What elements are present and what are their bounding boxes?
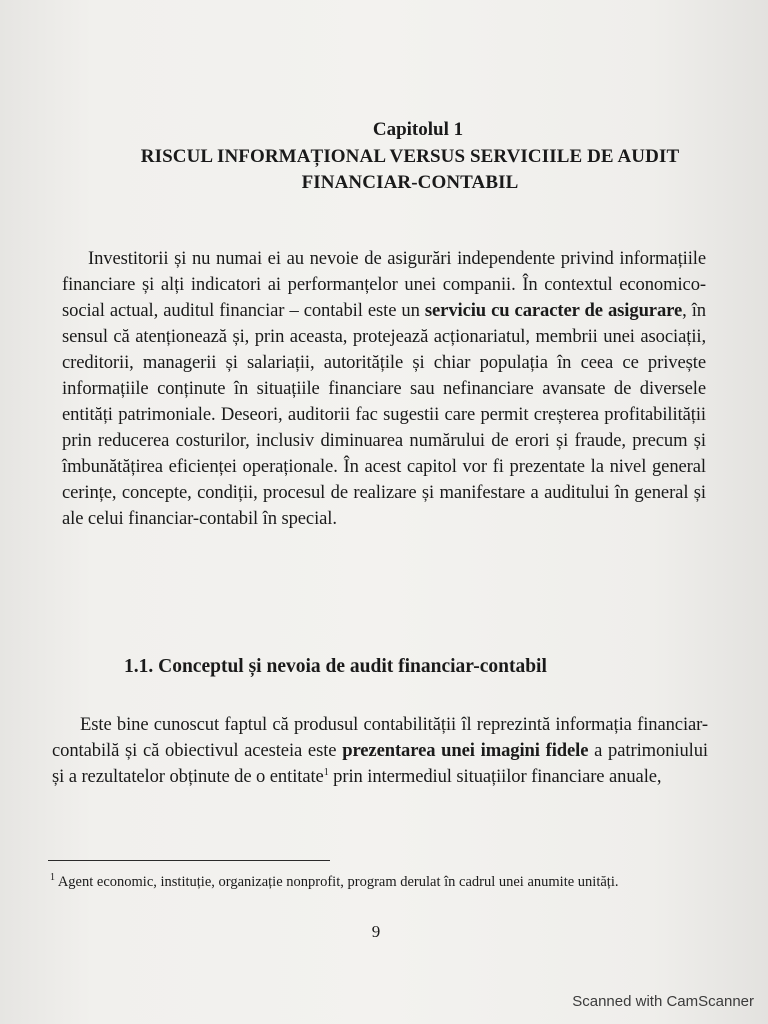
section-bold-term: prezentarea unei imagini fidele xyxy=(342,740,589,761)
page-number: 9 xyxy=(371,922,381,941)
section-text-3: prin intermediul situațiilor financiare anuale, xyxy=(328,766,662,787)
intro-bold-term: serviciu cu caracter de asigurare xyxy=(424,300,683,321)
scanner-watermark: Scanned with CamScanner xyxy=(572,993,754,1010)
footnote-reference: 1 xyxy=(323,766,329,778)
footnote xyxy=(50,872,710,892)
intro-paragraph xyxy=(62,246,706,532)
intro-text-1: Investitorii și nu numai ei au nevoie de asigurări independente privind informațiile financiare și alți indicatori ai performanțelor unei companii. În contextul economico-social actual, auditul financiar – contabil este un xyxy=(62,248,706,321)
footnote-text: Agent economic, instituție, organizație nonprofit, program derulat în cadrul unei anumite unități. xyxy=(55,874,619,890)
footnote-divider xyxy=(48,860,330,861)
chapter-label: Capitolul 1 xyxy=(372,119,464,140)
section-text-2: a patrimoniului și a rezultatelor obținute de o entitate xyxy=(52,740,708,787)
intro-text-2: , în sensul că atenționează și, prin aceasta, protejează acționariatul, membrii unei asociații, creditorii, managerii și salariații, autoritățile și chiar populația în ceea ce privește informațiile conținute în situațiile financiare sau nefinanciare avansate de diversele entități patrimoniale. Deseori, auditorii fac sugestii care permit creșterea profitabilității prin reducerea costurilor, inclusiv diminuarea numărului de erori și fraude, precum și îmbunătățirea eficienței operaționale. În acest capitol vor fi prezentate la nivel general cerințe, concepte, condiții, procesul de realizare și manifestare a auditului în general și ale celui financiar-contabil în special. xyxy=(62,300,706,529)
section-text-1: Este bine cunoscut faptul că produsul contabilității îl reprezintă informația financiar-contabilă și că obiectivul acesteia este xyxy=(52,714,708,761)
section-paragraph xyxy=(52,712,708,790)
chapter-title: RISCUL INFORMAȚIONAL VERSUS SERVICIILE DE AUDIT FINANCIAR-CONTABIL xyxy=(140,146,680,193)
section-heading: 1.1. Conceptul și nevoia de audit financiar-contabil xyxy=(124,656,547,677)
footnote-marker: 1 xyxy=(50,872,55,884)
